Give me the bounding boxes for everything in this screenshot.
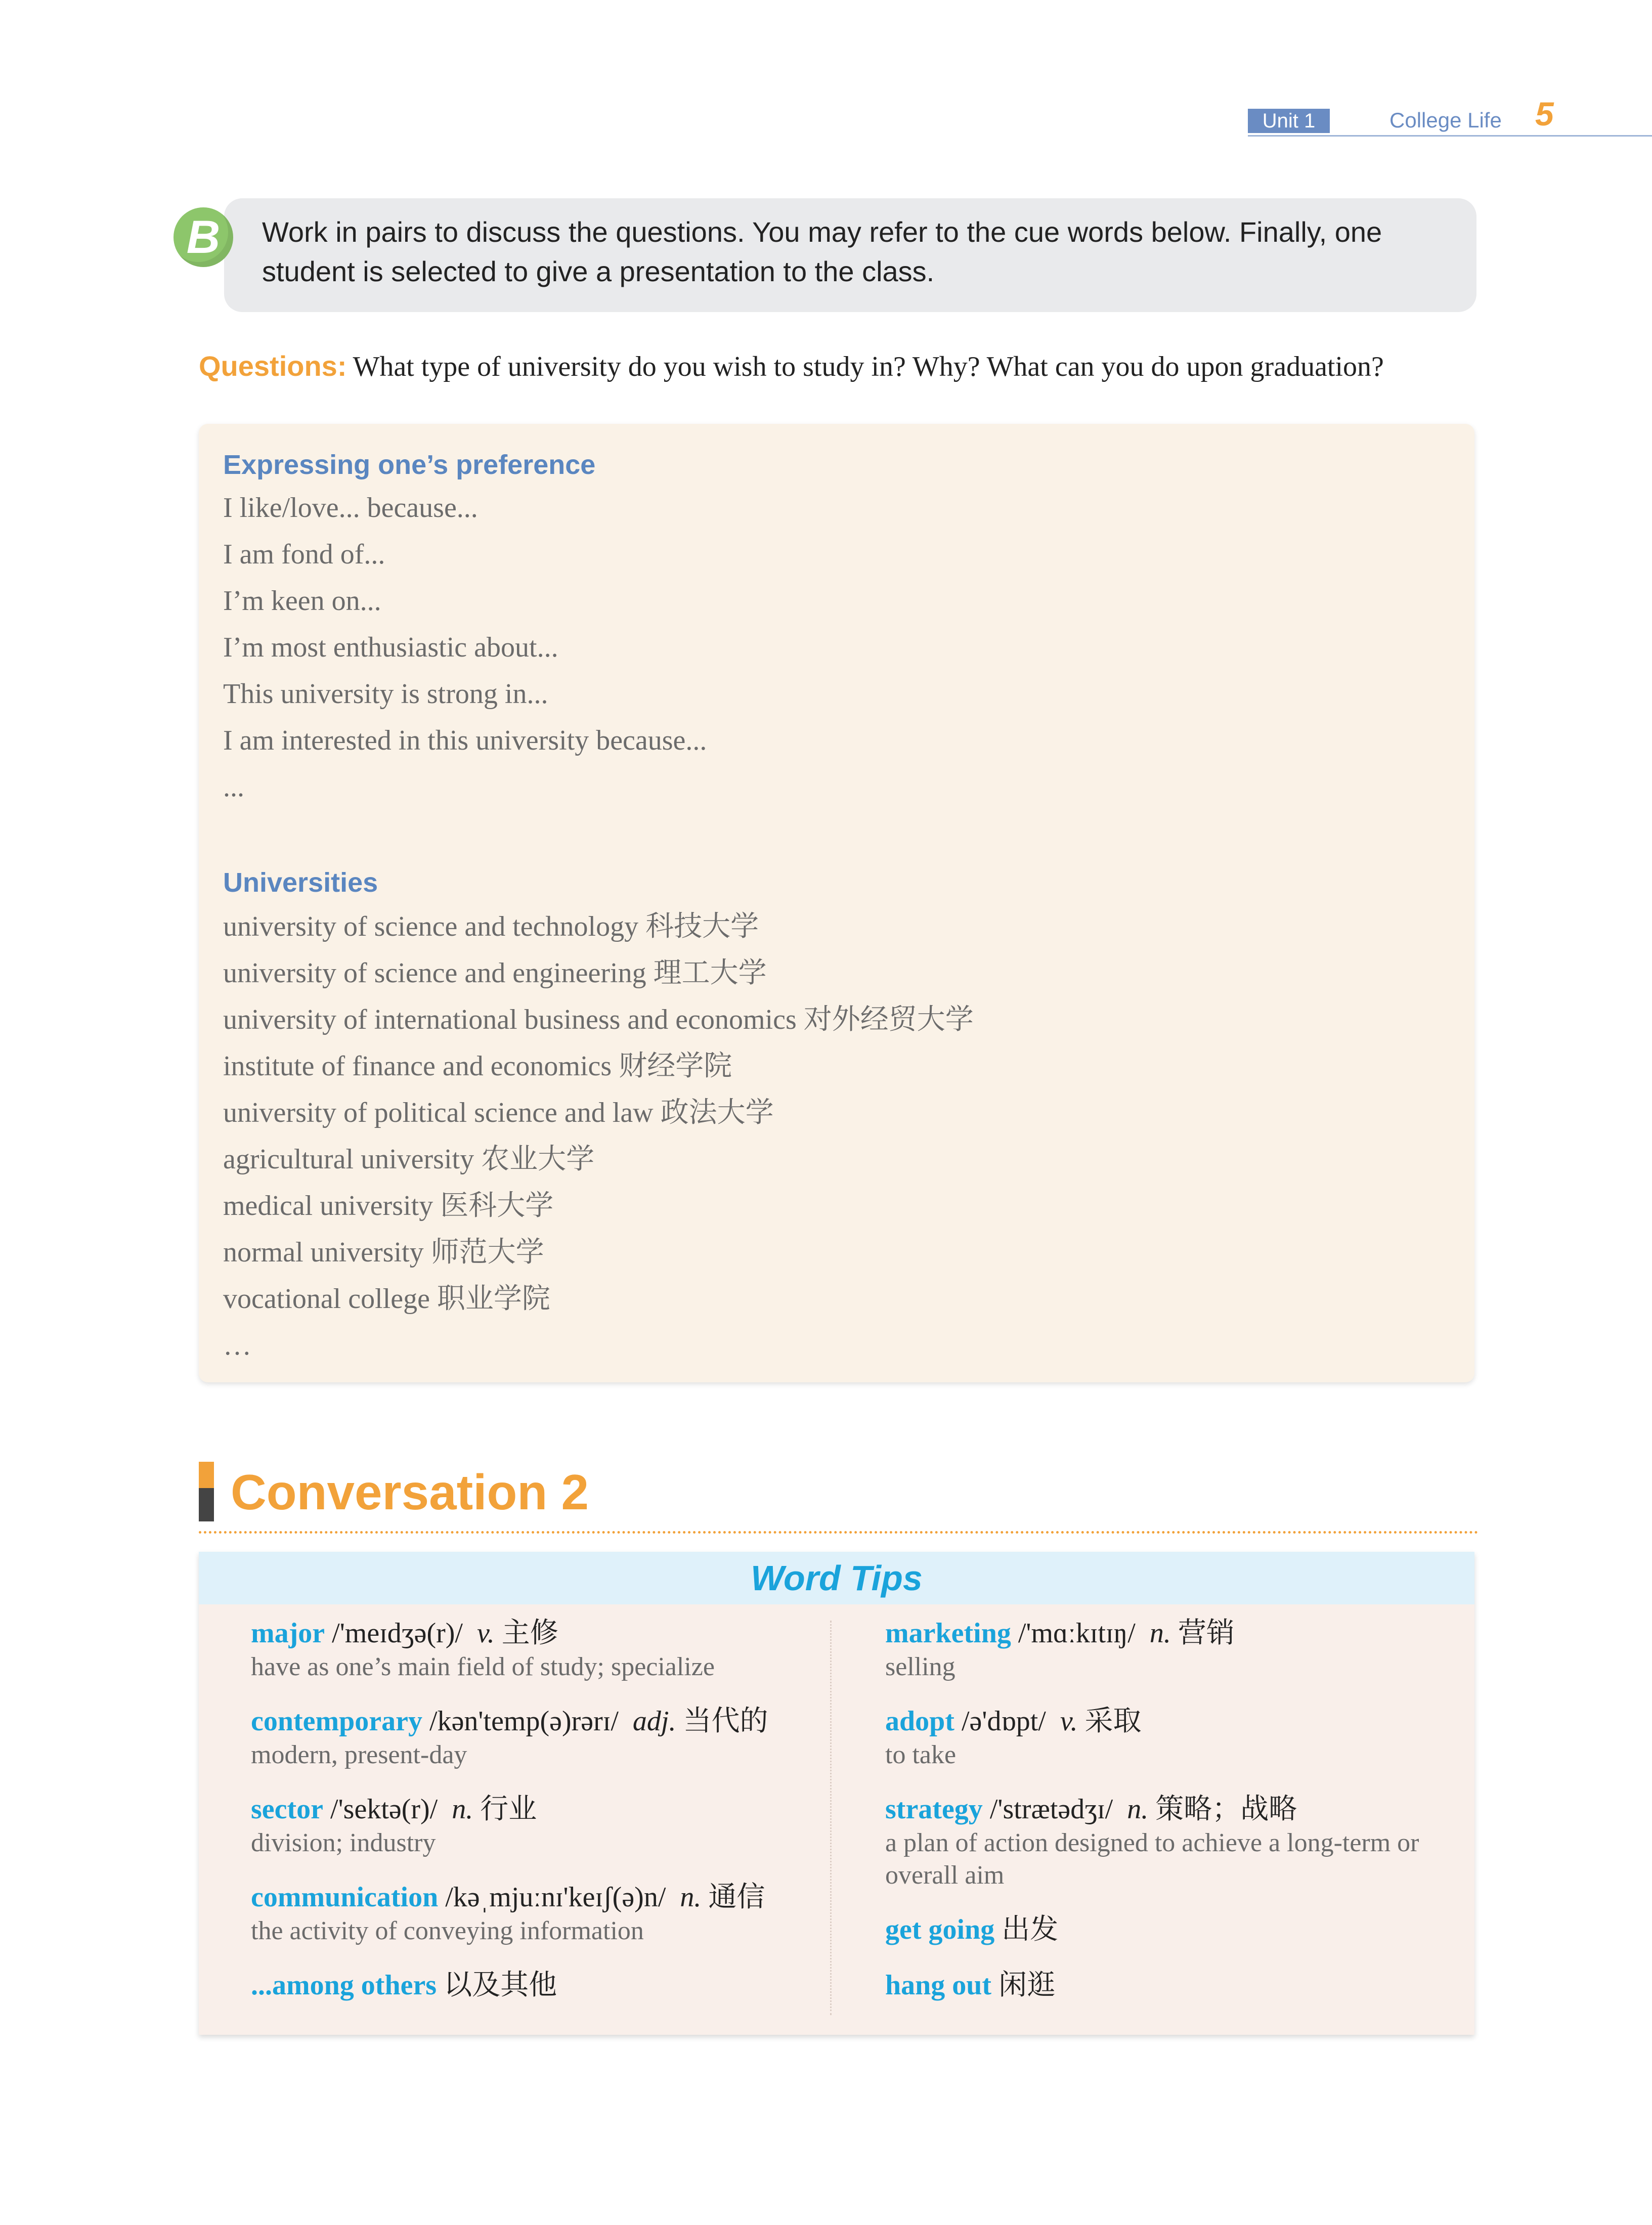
word-term: contemporary — [251, 1706, 423, 1737]
word-chinese: 闲逛 — [998, 1970, 1056, 2001]
word-phonetic: /ə'dɒpt/ — [961, 1706, 1046, 1737]
unit-label: Unit 1 — [1248, 109, 1330, 133]
page-header — [1248, 95, 1652, 139]
word-term: ...among others — [251, 1970, 437, 2001]
word-tips-title: Word Tips — [199, 1552, 1474, 1604]
list-item: I’m most enthusiastic about... — [223, 632, 558, 663]
page-number: 5 — [1535, 95, 1554, 133]
preference-list — [223, 485, 707, 810]
word-term: sector — [251, 1794, 324, 1825]
word-chinese: 采取 — [1084, 1706, 1142, 1737]
universities-list — [223, 903, 974, 1369]
word-pos: adj. — [632, 1706, 676, 1737]
word-chinese: 以及其他 — [444, 1970, 557, 2001]
word-chinese: 出发 — [1002, 1914, 1059, 1945]
word-term: marketing — [885, 1618, 1011, 1649]
word-pos: v. — [477, 1618, 495, 1649]
word-entry — [251, 1704, 858, 1771]
section-title: Conversation 2 — [231, 1464, 589, 1520]
universities-heading: Universities — [223, 867, 378, 898]
word-phonetic: /kəˌmjuːnɪ'keɪʃ(ə)n/ — [445, 1882, 666, 1913]
list-item: This university is strong in... — [223, 678, 548, 710]
list-item: I am interested in this university because... — [223, 725, 707, 756]
word-term: adopt — [885, 1706, 954, 1737]
word-definition: a plan of action designed to achieve a long-term or overall aim — [885, 1828, 1419, 1890]
word-entry — [251, 1616, 858, 1683]
word-term: major — [251, 1618, 325, 1649]
word-term: strategy — [885, 1794, 983, 1825]
list-item: I am fond of... — [223, 539, 385, 570]
word-phonetic: /'sektə(r)/ — [330, 1794, 438, 1825]
word-pos: n. — [452, 1794, 473, 1825]
list-item: university of science and technology 科技大学 — [223, 911, 759, 942]
word-entry — [885, 1912, 1492, 1947]
list-item: university of science and engineering 理工大学 — [223, 957, 767, 989]
word-term: communication — [251, 1882, 439, 1913]
list-item: university of political science and law 政法大学 — [223, 1097, 774, 1128]
word-pos: n. — [680, 1882, 702, 1913]
list-item: ... — [223, 771, 244, 803]
unit-title: College Life — [1389, 108, 1502, 132]
section-divider — [199, 1531, 1479, 1534]
word-pos: n. — [1127, 1794, 1149, 1825]
task-instruction: Work in pairs to discuss the questions. You may refer to the cue words below. Finally, one student is selected to give a presentation to the class. — [262, 216, 1382, 287]
list-item: I’m keen on... — [223, 585, 381, 617]
list-item: … — [223, 1330, 251, 1361]
word-chinese: 策略；战略 — [1155, 1794, 1297, 1825]
word-entry — [885, 1968, 1492, 2003]
list-item: university of international business and economics 对外经贸大学 — [223, 1004, 974, 1035]
word-phonetic: /kən'temp(ə)rərɪ/ — [429, 1706, 619, 1737]
word-entry — [885, 1704, 1492, 1771]
word-phonetic: /'strætədʒɪ/ — [989, 1794, 1113, 1825]
task-badge-icon: B — [173, 207, 233, 267]
word-chinese: 行业 — [480, 1794, 537, 1825]
word-definition: modern, present-day — [251, 1740, 467, 1769]
word-definition: selling — [885, 1652, 955, 1681]
word-pos: v. — [1060, 1706, 1078, 1737]
header-divider — [1248, 135, 1652, 137]
word-tips-box — [199, 1552, 1474, 2035]
list-item: institute of finance and economics 财经学院 — [223, 1051, 732, 1082]
word-definition: have as one’s main field of study; specialize — [251, 1652, 715, 1681]
section-marker — [199, 1462, 214, 1521]
questions — [199, 346, 1494, 387]
word-entry — [251, 1792, 858, 1859]
questions-label: Questions: — [199, 350, 347, 382]
list-item: I like/love... because... — [223, 492, 478, 523]
word-entry — [885, 1792, 1457, 1892]
list-item: medical university 医科大学 — [223, 1190, 554, 1221]
word-chinese: 营销 — [1178, 1618, 1235, 1649]
word-definition: division; industry — [251, 1828, 436, 1857]
word-definition: the activity of conveying information — [251, 1916, 644, 1945]
word-phonetic: /'meɪdʒə(r)/ — [332, 1618, 463, 1649]
word-chinese: 当代的 — [683, 1706, 768, 1737]
word-entry — [885, 1616, 1492, 1683]
word-phonetic: /'mɑːkɪtɪŋ/ — [1018, 1618, 1136, 1649]
cue-words-box — [199, 424, 1474, 1382]
preference-heading: Expressing one’s preference — [223, 450, 596, 480]
word-pos: n. — [1149, 1618, 1171, 1649]
word-chinese: 主修 — [501, 1618, 558, 1649]
word-chinese: 通信 — [708, 1882, 765, 1913]
questions-text: What type of university do you wish to study in? Why? What can you do upon graduation? — [353, 351, 1384, 382]
word-entry — [251, 1968, 858, 2003]
list-item: agricultural university 农业大学 — [223, 1144, 595, 1175]
list-item: vocational college 职业学院 — [223, 1283, 550, 1315]
word-definition: to take — [885, 1740, 957, 1769]
word-term: hang out — [885, 1970, 992, 2001]
list-item: normal university 师范大学 — [223, 1237, 544, 1268]
word-term: get going — [885, 1914, 995, 1945]
word-entry — [251, 1880, 858, 1947]
